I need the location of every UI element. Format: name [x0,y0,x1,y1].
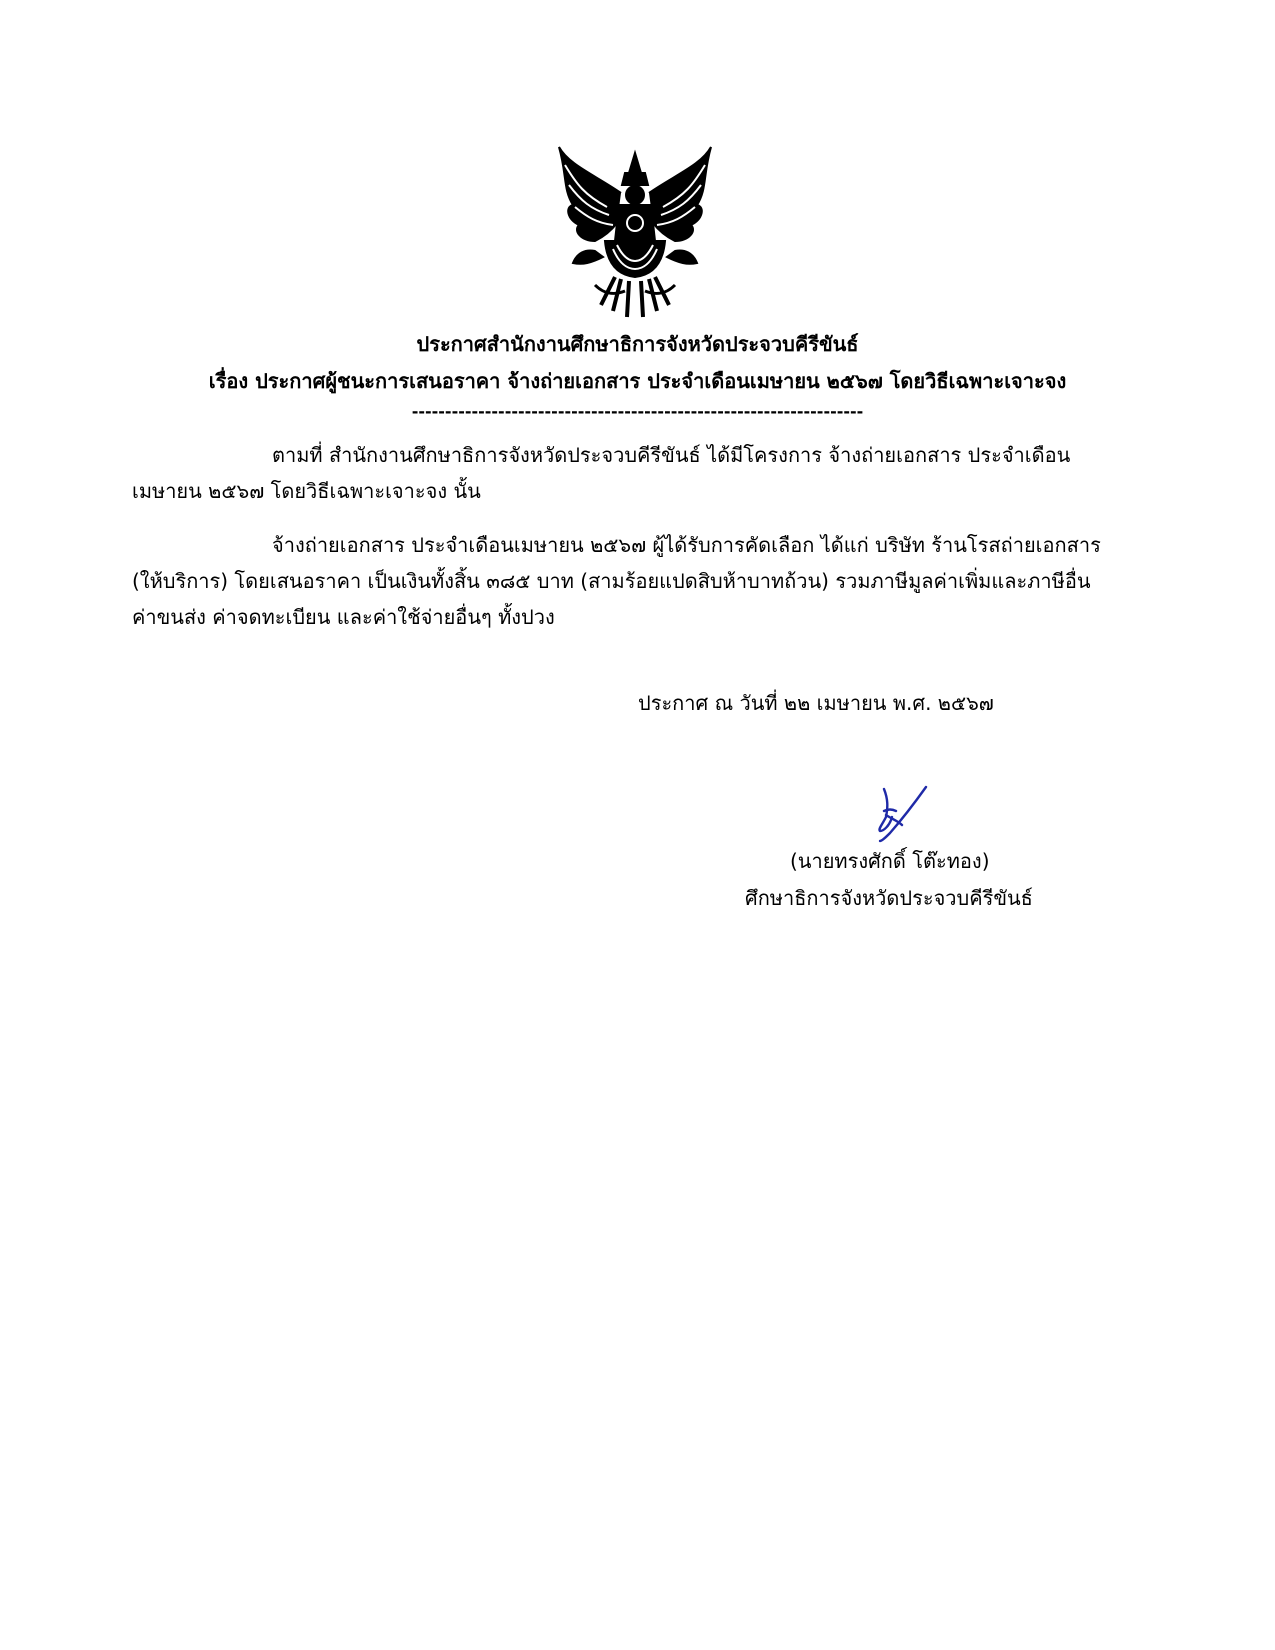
paragraph-line: ค่าขนส่ง ค่าจดทะเบียน และค่าใช้จ่ายอื่นๆ ทั้งปวง [132,605,555,629]
paragraph-winner [132,527,1142,635]
paragraph-line: จ้างถ่ายเอกสาร ประจำเดือนเมษายน ๒๕๖๗ ผู้ได้รับการคัดเลือก ได้แก่ บริษัท ร้านโรสถ่ายเอกสาร [272,533,1101,557]
signer-name: (นายทรงศักดิ์ โต๊ะทอง) [790,849,990,873]
garuda-emblem-icon [555,145,715,323]
signer-title: ศึกษาธิการจังหวัดประจวบคีรีขันธ์ [745,886,1033,910]
announcement-subject: เรื่อง ประกาศผู้ชนะการเสนอราคา จ้างถ่ายเอกสาร ประจำเดือนเมษายน ๒๕๖๗ โดยวิธีเฉพาะเจาะจง [208,369,1067,393]
header-divider: -------------------------------------------------------------------- [411,402,864,421]
paragraph-line: เมษายน ๒๕๖๗ โดยวิธีเฉพาะเจาะจง นั้น [132,479,481,503]
signature-icon [870,785,930,843]
paragraph-project [132,437,1142,509]
paragraph-line: ตามที่ สำนักงานศึกษาธิการจังหวัดประจวบคีรีขันธ์ ได้มีโครงการ จ้างถ่ายเอกสาร ประจำเดือน [272,443,1071,467]
announcement-date: ประกาศ ณ วันที่ ๒๒ เมษายน พ.ศ. ๒๕๖๗ [638,691,994,715]
announcement-title: ประกาศสำนักงานศึกษาธิการจังหวัดประจวบคีรีขันธ์ [416,332,859,356]
paragraph-line: (ให้บริการ) โดยเสนอราคา เป็นเงินทั้งสิ้น ๓๘๕ บาท (สามร้อยแปดสิบห้าบาทถ้วน) รวมภาษีมูลค่าเพิ่มและภาษีอื่น [132,569,1091,593]
